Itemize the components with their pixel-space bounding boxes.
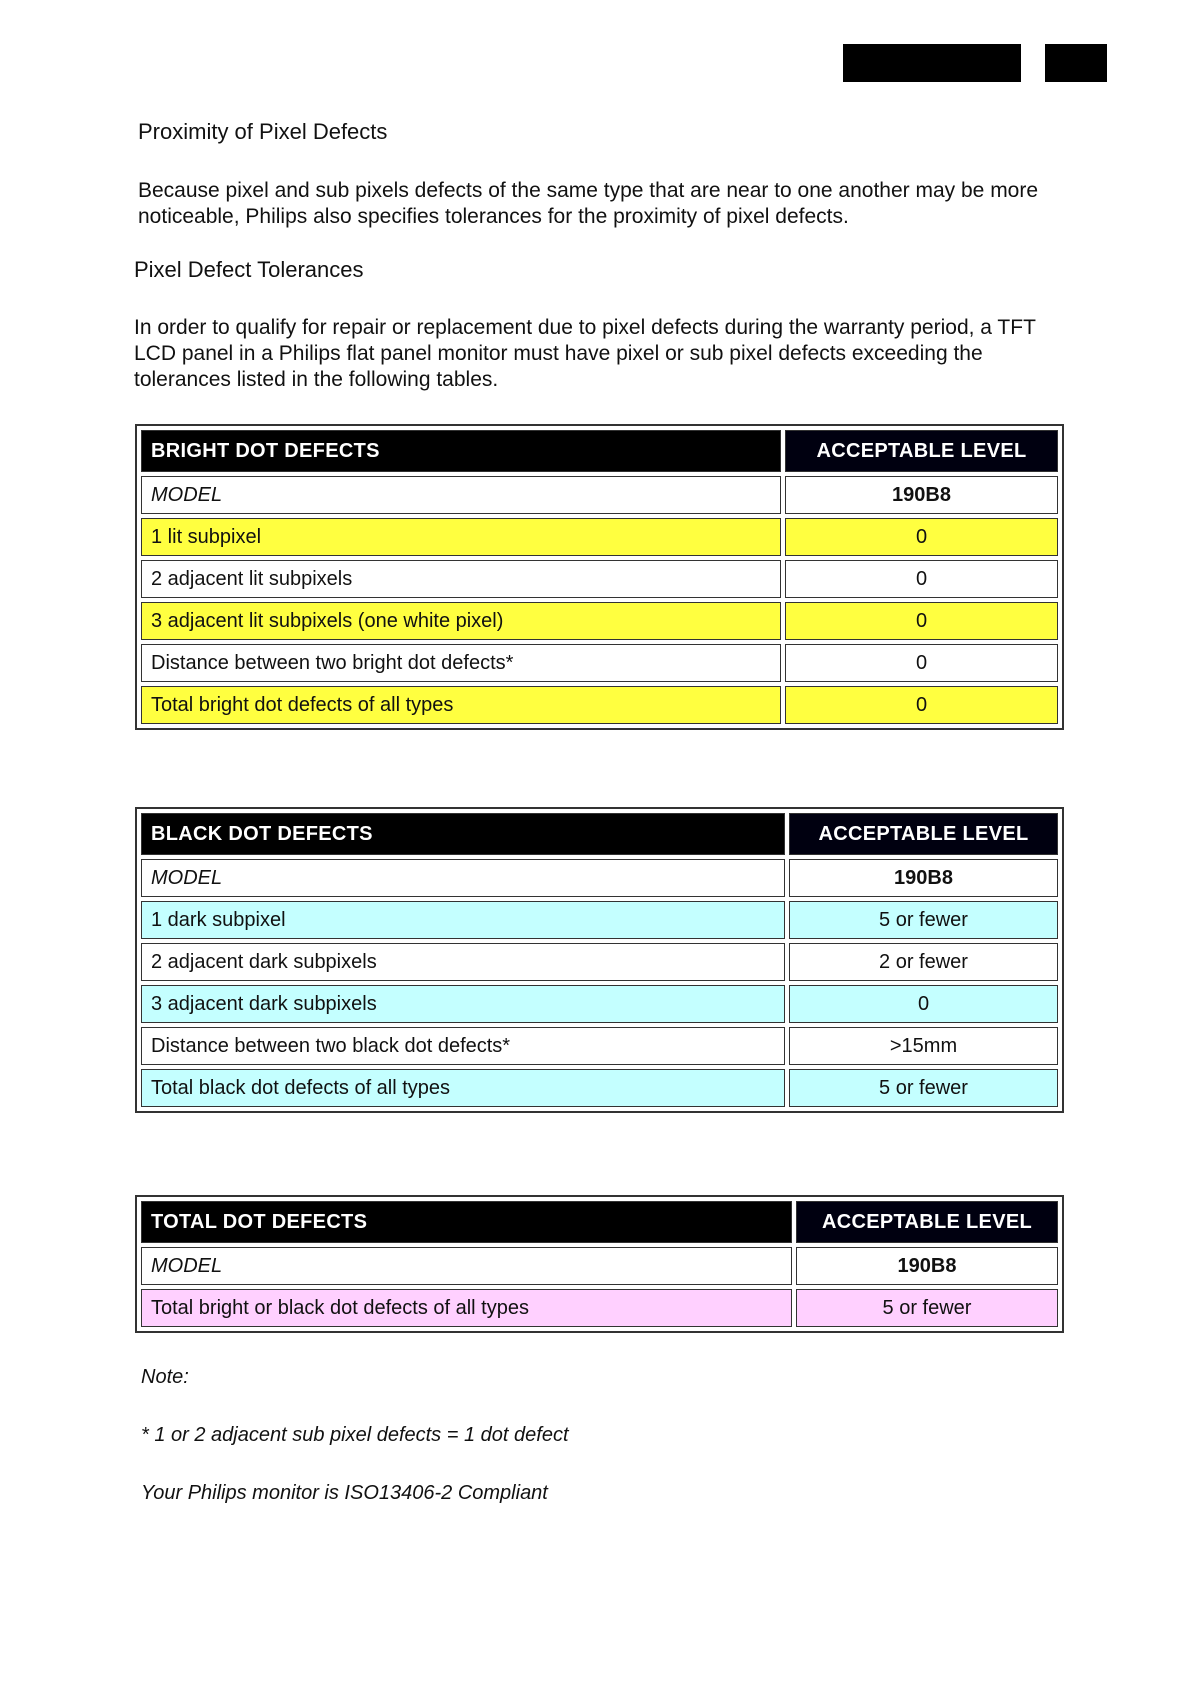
row-label: Total bright dot defects of all types bbox=[141, 686, 781, 724]
model-row bbox=[141, 476, 1058, 514]
table-header-label: BLACK DOT DEFECTS bbox=[141, 813, 785, 855]
table-header-row bbox=[141, 813, 1058, 855]
row-value: 0 bbox=[785, 560, 1058, 598]
note-label: Note: bbox=[141, 1366, 189, 1388]
table-header-row bbox=[141, 1201, 1058, 1243]
row-label: Total black dot defects of all types bbox=[141, 1069, 785, 1107]
model-label: MODEL bbox=[141, 476, 781, 514]
row-label: Distance between two black dot defects* bbox=[141, 1027, 785, 1065]
model-value: 190B8 bbox=[785, 476, 1058, 514]
table-row bbox=[141, 1069, 1058, 1107]
row-label: 2 adjacent lit subpixels bbox=[141, 560, 781, 598]
table-header-level: ACCEPTABLE LEVEL bbox=[789, 813, 1058, 855]
row-label: 1 lit subpixel bbox=[141, 518, 781, 556]
row-value: 0 bbox=[785, 602, 1058, 640]
row-value: 0 bbox=[785, 518, 1058, 556]
table-row bbox=[141, 644, 1058, 682]
table-header-level: ACCEPTABLE LEVEL bbox=[796, 1201, 1058, 1243]
row-label: 1 dark subpixel bbox=[141, 901, 785, 939]
redacted-block bbox=[1045, 44, 1107, 82]
row-value: 5 or fewer bbox=[796, 1289, 1058, 1327]
row-value: 0 bbox=[789, 985, 1058, 1023]
row-label: Distance between two bright dot defects* bbox=[141, 644, 781, 682]
model-label: MODEL bbox=[141, 859, 785, 897]
note-footnote: * 1 or 2 adjacent sub pixel defects = 1 dot defect bbox=[141, 1424, 569, 1446]
model-value: 190B8 bbox=[789, 859, 1058, 897]
row-value: >15mm bbox=[789, 1027, 1058, 1065]
row-label: 3 adjacent dark subpixels bbox=[141, 985, 785, 1023]
table-row bbox=[141, 985, 1058, 1023]
black-dot-defects-table bbox=[135, 807, 1064, 1113]
row-value: 5 or fewer bbox=[789, 1069, 1058, 1107]
row-value: 5 or fewer bbox=[789, 901, 1058, 939]
table-row bbox=[141, 1289, 1058, 1327]
heading-proximity: Proximity of Pixel Defects bbox=[138, 119, 388, 144]
table-row bbox=[141, 560, 1058, 598]
table-row bbox=[141, 686, 1058, 724]
total-dot-defects-table bbox=[135, 1195, 1064, 1333]
table-row bbox=[141, 1027, 1058, 1065]
paragraph-tolerances: In order to qualify for repair or replacement due to pixel defects during the warranty period, a TFT LCD panel in a Philips flat panel monitor must have pixel or sub pixel defects exceeding the tolerances listed in the following tables. bbox=[134, 316, 1036, 391]
row-value: 0 bbox=[785, 686, 1058, 724]
table-row bbox=[141, 602, 1058, 640]
table-header-level: ACCEPTABLE LEVEL bbox=[785, 430, 1058, 472]
table-row bbox=[141, 943, 1058, 981]
model-row bbox=[141, 1247, 1058, 1285]
table-header-label: BRIGHT DOT DEFECTS bbox=[141, 430, 781, 472]
redacted-block bbox=[843, 44, 1021, 82]
row-label: Total bright or black dot defects of all types bbox=[141, 1289, 792, 1327]
table-row bbox=[141, 518, 1058, 556]
row-value: 2 or fewer bbox=[789, 943, 1058, 981]
table-header-row bbox=[141, 430, 1058, 472]
note-compliance: Your Philips monitor is ISO13406-2 Compliant bbox=[141, 1482, 548, 1504]
heading-tolerances: Pixel Defect Tolerances bbox=[134, 257, 364, 282]
row-label: 2 adjacent dark subpixels bbox=[141, 943, 785, 981]
table-header-label: TOTAL DOT DEFECTS bbox=[141, 1201, 792, 1243]
model-label: MODEL bbox=[141, 1247, 792, 1285]
paragraph-proximity: Because pixel and sub pixels defects of the same type that are near to one another may be more noticeable, Philips also specifies tolerances for the proximity of pixel defects. bbox=[138, 179, 1039, 228]
table-row bbox=[141, 901, 1058, 939]
bright-dot-defects-table bbox=[135, 424, 1064, 730]
model-row bbox=[141, 859, 1058, 897]
row-value: 0 bbox=[785, 644, 1058, 682]
row-label: 3 adjacent lit subpixels (one white pixel) bbox=[141, 602, 781, 640]
model-value: 190B8 bbox=[796, 1247, 1058, 1285]
